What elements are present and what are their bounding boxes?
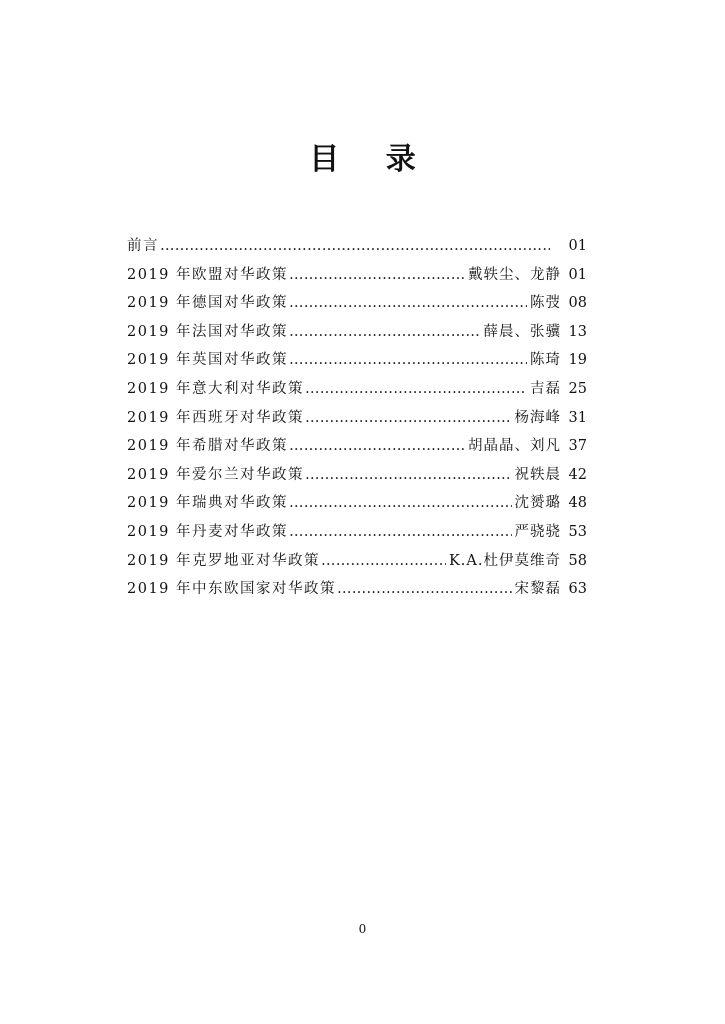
toc-entry-page: 25 xyxy=(568,380,587,397)
toc-entry-page: 53 xyxy=(568,523,587,540)
toc-entry[interactable] xyxy=(127,432,587,461)
toc-entry-title: 2019 年德国对华政策 xyxy=(127,295,289,312)
toc-leader-dots xyxy=(305,461,511,490)
toc-entry-author: 吉磊 xyxy=(530,380,561,397)
toc-leader-dots xyxy=(289,289,527,318)
toc-entry-page: 01 xyxy=(568,266,587,283)
toc-entry[interactable] xyxy=(127,547,587,576)
toc-entry-author: 戴轶尘、龙静 xyxy=(468,266,561,283)
page-title: 目 录 xyxy=(309,142,434,177)
toc-entry[interactable] xyxy=(127,518,587,547)
toc-entry-author: 陈琦 xyxy=(530,352,561,369)
toc-leader-dots xyxy=(160,232,550,261)
toc-entry-title: 2019 年欧盟对华政策 xyxy=(127,266,289,283)
toc-leader-dots xyxy=(321,547,446,576)
toc-entry[interactable] xyxy=(127,375,587,404)
toc-entry-author: 杨海峰 xyxy=(514,409,561,426)
toc-entry-page: 58 xyxy=(568,552,587,569)
toc-entry-title: 2019 年西班牙对华政策 xyxy=(127,409,305,426)
toc-entry-author: 严骁骁 xyxy=(514,523,561,540)
toc-leader-dots xyxy=(305,404,511,433)
toc-leader-dots xyxy=(289,518,511,547)
toc-entry-author: 宋黎磊 xyxy=(514,581,561,598)
toc-leader-dots xyxy=(289,346,527,375)
toc-entry-title: 2019 年丹麦对华政策 xyxy=(127,523,289,540)
toc-entry-title: 2019 年意大利对华政策 xyxy=(127,380,305,397)
toc-leader-dots xyxy=(337,575,511,604)
toc-entry[interactable] xyxy=(127,489,587,518)
toc-entry-page: 48 xyxy=(568,495,587,512)
toc-entry-page: 37 xyxy=(568,438,587,455)
toc-leader-dots xyxy=(305,375,527,404)
toc-entry[interactable] xyxy=(127,461,587,490)
toc-entry[interactable] xyxy=(127,346,587,375)
page-number: 0 xyxy=(358,922,367,936)
toc-entry-page: 31 xyxy=(568,409,587,426)
toc-leader-dots xyxy=(289,318,480,347)
toc-entry-page: 08 xyxy=(568,295,587,312)
toc-leader-dots xyxy=(289,489,511,518)
toc-entry-title: 前言 xyxy=(127,238,159,254)
toc-entry-author: K.A.杜伊莫维奇 xyxy=(448,552,561,569)
toc-entry-title: 2019 年克罗地亚对华政策 xyxy=(127,552,321,569)
toc-entry-author: 沈赟璐 xyxy=(514,495,561,512)
toc-entry-page: 01 xyxy=(568,238,587,254)
toc-entry[interactable] xyxy=(127,261,587,290)
toc-entry-page: 19 xyxy=(568,352,587,369)
toc-entry[interactable] xyxy=(127,575,587,604)
toc-entry-page: 42 xyxy=(568,466,587,483)
toc-entry-title: 2019 年中东欧国家对华政策 xyxy=(127,581,337,598)
toc-entry-author: 陈弢 xyxy=(530,295,561,312)
toc-leader-dots xyxy=(289,432,465,461)
table-of-contents xyxy=(127,232,587,604)
toc-entry[interactable] xyxy=(127,404,587,433)
toc-entry-author: 胡晶晶、刘凡 xyxy=(468,438,561,455)
toc-entry-title: 2019 年瑞典对华政策 xyxy=(127,495,289,512)
toc-entry[interactable] xyxy=(127,289,587,318)
toc-entry-title: 2019 年希腊对华政策 xyxy=(127,438,289,455)
toc-entry-title: 2019 年英国对华政策 xyxy=(127,352,289,369)
toc-entry[interactable] xyxy=(127,232,587,261)
toc-entry-title: 2019 年法国对华政策 xyxy=(127,323,289,340)
toc-entry-page: 13 xyxy=(568,323,587,340)
toc-entry-page: 63 xyxy=(568,581,587,598)
toc-leader-dots xyxy=(289,261,465,290)
toc-entry-title: 2019 年爱尔兰对华政策 xyxy=(127,466,305,483)
toc-entry-author: 薛晨、张骥 xyxy=(483,323,561,340)
toc-entry-author: 祝轶晨 xyxy=(514,466,561,483)
toc-entry[interactable] xyxy=(127,318,587,347)
